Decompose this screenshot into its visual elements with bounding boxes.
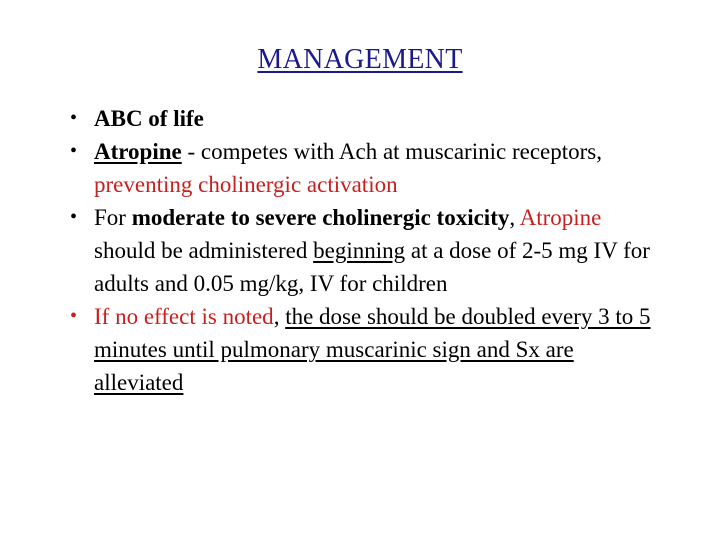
- bullet-dot-icon: •: [70, 206, 78, 228]
- bullet-text: ABC of life: [94, 106, 204, 131]
- bullet-highlight: preventing cholinergic activation: [94, 172, 398, 197]
- bullet-item-escalation: [70, 300, 660, 399]
- bullet-list: [70, 102, 660, 399]
- bullet-highlight: Atropine: [519, 205, 602, 230]
- bullet-text: should be administered: [94, 238, 314, 263]
- bullet-text: ,: [509, 205, 520, 230]
- bullet-term-atropine: Atropine: [94, 139, 182, 164]
- bullet-dot-icon: •: [70, 107, 78, 129]
- bullet-text: For: [94, 205, 132, 230]
- bullet-emphasis: moderate to severe cholinergic toxicity: [131, 205, 510, 230]
- bullet-text: at a dose of 2-5 mg IV for adults and 0.05 mg/kg, IV for children: [94, 238, 650, 296]
- bullet-text: ,: [273, 304, 286, 329]
- bullet-item-atropine: [70, 135, 660, 201]
- bullet-dot-icon: •: [70, 140, 78, 162]
- bullet-item-dosing: [70, 201, 660, 300]
- bullet-item-abc: [70, 102, 660, 135]
- slide-title: MANAGEMENT: [257, 44, 463, 75]
- bullet-dot-icon: •: [70, 305, 78, 327]
- bullet-underlined: beginning: [313, 238, 406, 263]
- bullet-highlight: If no effect is noted: [94, 304, 274, 329]
- bullet-underlined: the dose should be doubled every 3 to 5 minutes until pulmonary muscarinic sign and Sx are alleviated: [94, 304, 651, 395]
- bullet-text: - competes with Ach at muscarinic receptors,: [181, 139, 602, 164]
